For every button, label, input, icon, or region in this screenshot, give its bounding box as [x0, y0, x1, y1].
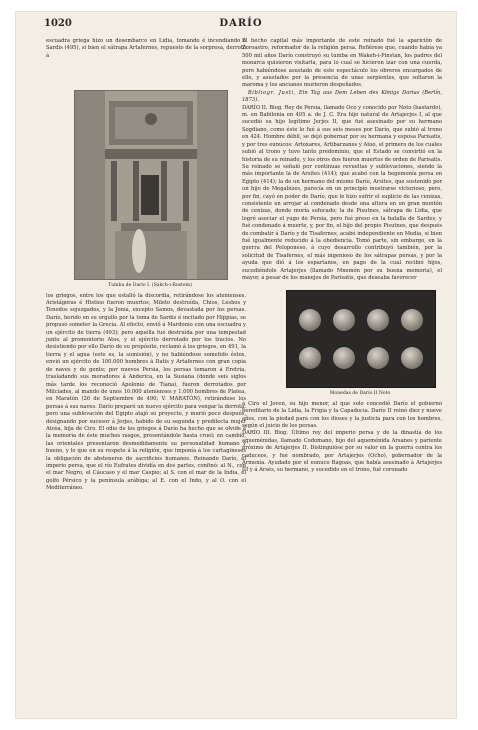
bibliography-text: Ein Tag aus Dem Leben des Königs Darius (Berlín, 1873). — [242, 89, 442, 104]
paragraph: El hecho capital más importante de este reinado fué la aparición de Zoroastro, reformador de la religión persa. Refiérese que, cuando había ya 500 mil años Darío construyó su tumba en Wakeh-i-Pinstan, los padres del monarca quisieron visitarla, para lo cual se hicieron izar con una cuerda, pero habiéndose asustado de este espectáculo los obreros encargados de ello, y asustados por la presencia de unas serpientes, que soltaron la maroma y los ancianos murieron despeñados. — [242, 38, 442, 89]
coin-image — [401, 309, 423, 331]
coins-caption: Monedas de Darío II Noto — [329, 391, 391, 397]
tomb-caption: Tumba de Darío I. (Sakch-i-Rustem) — [108, 283, 192, 289]
coin-image — [401, 347, 423, 369]
coin-image — [367, 347, 389, 369]
page-number: 1020 — [44, 18, 72, 29]
left-column — [46, 38, 246, 708]
coin-image — [299, 309, 321, 331]
coins-photo — [286, 290, 436, 388]
coin-image — [333, 309, 355, 331]
coin-image — [299, 347, 321, 369]
bibliography-label: Bibliogr. Justi, — [247, 89, 296, 96]
right-column — [242, 38, 442, 708]
tomb-illustration — [75, 91, 227, 279]
running-head: DARÍO — [219, 18, 263, 29]
page-header — [44, 18, 438, 34]
coin-image — [333, 347, 355, 369]
paragraph: DARÍO II. Biog. Rey de Persia, llamado Oco y conocido por Noto (bastardo), m. en Babilonia en 405 a. de J. C. Era hijo natural de Artajerjes I, al que sucedió su hijo legítimo Jerjes II, que fué asesinado por su hermano Sogdiano, como éste lo fué á sus seis meses por Darío, que subió al trono en 424. Hombre débil, se dejó gobernar por su hermana y esposa Parisatis, y por tres eunucos: Artoxares, Artibarzanes y Atoo, el primero de los cuales subió al trono y tuvo tanto predominio, que el Estado se convirtió en la historia de su reinado, y los otros dos fueron muertos de orden de Parisatis. Su reinado se señaló por continuas revueltas y sublevaciones, siendo la más importante la de Arsites (414); que acabó con la hegemonía persa en Egipto (414); la de un hermano del mismo Darío, Arsites, que sostenido por un hijo de Megabizes, parecía en un principio mostrarse victorioso, pero, por fin, cayó en poder de Darío, que le hizo sufrir el suplicio de las cenizas, consistente en arrojar al condenado desde una altura en un gran montón de cenizas, donde moría sofocado; la de Pisutnes, sátrapa de Lidia, que logró asociar el yugo de Persia, pero fué preso en la batalla de Sardes, y fué condenado á muerte, y, por fin, el hijo del propio Pisutnes, que después de combatir á Darío y de Tisafernes, acabó independiente en Media, si bien fué igualmente reducido á la obediencia. Tomó parte, sin embargo, en la guerra del Peloponeso, á cuyo desarrollo contribuyó también, por la solicitud de Tisafernes, el más ingenioso de los sátrapas persas, y por la ayuda que dió á los espartanos, en pago de la cual recibió hijos, sucediéndole Artajerjes (llamado Mnemón por su buena memoria), el mayor, á pesar de los manejos de Parisatis, que deseaba favorecer — [242, 104, 442, 281]
paragraph — [242, 90, 442, 105]
paragraph: DARÍO III. Biog. Último rey del imperio persa y de la dinastía de los aqueménidas, llamado Codomano, hijo del aqueménida Arsanes y pariente próximo de Artajerjes II. Distinguióse por su valor en la guerra contra los caduceos, y fué nombrado, por Artajerjes (Ocho), gobernador de la Armenia. Ayudado por el eunuco Bagoas, que había asesinado á Artajerjes III y á Arsés, su hermano, y sucedido en el trono, fué coronado — [242, 430, 442, 474]
coin-image — [367, 309, 389, 331]
encyclopedia-page — [16, 12, 456, 718]
paragraph: á Ciro el Joven, su hijo menor, al que solo concedió Darío el gobierno hereditario de la Lidia, la Frigia y la Capadocia. Darío II reinó diez y nueve años, con la piedad para con los dioses y la justicia para con los hombres, según el juicio de los persas. — [242, 400, 442, 430]
paragraph: los griegos, entre los que estalló la discordia, retirándose los atenienses. Aristágoras é Histieo fueron muertos, Mileto destruída, Chios, Lesbos y Tenedos sojuzgados, y la Jonia, excepto Samos, devastada por los persas. Darío, herido en su orgullo por la toma de Sardis é incitado por Hippias, se propuso someter la Grecia. Al efecto, envió á Mardonio con una escuadra y un ejército de tierra (493); pero aquélla fué destruída por una tempestad junto al promontorio Atos, y el ejército derrotado por los tracios. No desistiendo por ello Darío de su propósito, reclamó á los griegos, en 491, la tierra y el agua (esto es, la sumisión), y no habiéndose sometido éstos, envió un ejército de 100.000 hombres á Datis y Artafernes con gran copia de naves y de gente; por nuevos Persia, los persas tomaron á Eretria, trasladando sus moradores á Anderica, en la Susiana (donde seis siglos más tarde los reconoció Apolonio de Tiana), fueron derrotados por Milcíades, al mando de unos 10.000 atenienses y 1.000 hombres de Platea, en Maratón (26 de Septiembre de 490; V. MARATÓN), retirándose los persas á sus naves. Darío preparó un nuevo ejército para vengar la derrota; pero una sublevación del Egipto atajó su proyecto, y murió poco después, designando por sucesor á Jerjes, habido de su segunda y predilecta mujer Atosa, hija de Ciro. El odio de los griegos á Darío ha hecho que se olvide á la memoria de éste muchos rasgos, presentándole hasta cruel; en cambio, las orientales presentaron desmedidamente su personalidad humano y bueno, y lo que en su respeto á la religión, que imponía á los cartagineses la obligación de abstenerse de sacrificios humanos. Reinando Darío, el imperio persa, que el río Eufrates dividía en dos partes, confinó: al N., con el mar Negro, el Cáucaso y el mar Caspio; al S. con el mar de la India, el golfo Pérsico y la península arábiga; al E. con el Indo, y al O. con el Mediterráneo. — [46, 292, 246, 492]
paragraph: escuadra griega hizo un desembarco en Lidia, tomando é incendiando á Sardis (495), si bien el sátrapa Artafernes, repuesto de la sorpresa, derrotó á — [46, 38, 246, 59]
tomb-photo — [74, 90, 228, 280]
